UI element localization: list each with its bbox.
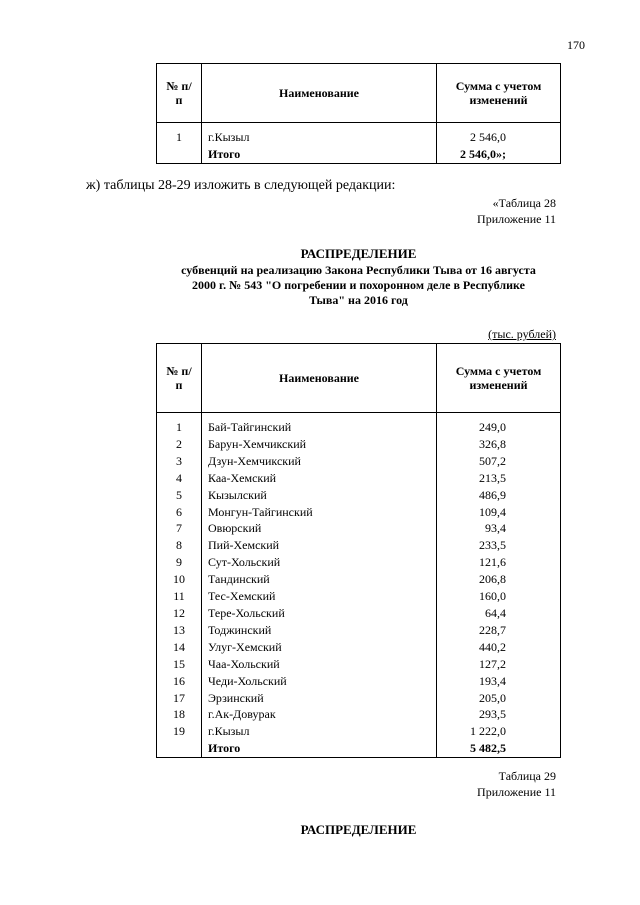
table-row [157, 453, 561, 470]
unit-label: (тыс. рублей) [488, 327, 556, 341]
table-row [157, 690, 561, 707]
row-num: 9 [157, 554, 202, 571]
table-row [157, 413, 561, 436]
table-row [157, 470, 561, 487]
header-num: № п/п [157, 64, 202, 123]
row-sum: 1 222,0 [437, 723, 561, 740]
table-29-number: Таблица 29 [498, 769, 556, 783]
row-num: 12 [157, 605, 202, 622]
row-num: 4 [157, 470, 202, 487]
table-row [157, 706, 561, 723]
row-num: 2 [157, 436, 202, 453]
table-row [157, 656, 561, 673]
table-row [157, 487, 561, 504]
row-num: 14 [157, 639, 202, 656]
table-row [157, 436, 561, 453]
total-num [157, 146, 202, 163]
total-label: Итого [202, 146, 437, 163]
row-name: Улуг-Хемский [202, 639, 437, 656]
row-num: 7 [157, 520, 202, 537]
row-name: г.Кызыл [202, 723, 437, 740]
row-num: 10 [157, 571, 202, 588]
row-name: Монгун-Тайгинский [202, 504, 437, 521]
row-sum: 121,6 [437, 554, 561, 571]
table-28-heading [156, 246, 561, 308]
row-sum: 193,4 [437, 673, 561, 690]
header-name: Наименование [202, 344, 437, 413]
table-row [157, 588, 561, 605]
heading-line-1: субвенций на реализацию Закона Республики Тыва от 16 августа [181, 263, 536, 277]
table-29-appendix: Приложение 11 [477, 785, 556, 799]
row-num: 6 [157, 504, 202, 521]
row-num: 15 [157, 656, 202, 673]
table-row [157, 605, 561, 622]
row-sum: 64,4 [437, 605, 561, 622]
table-row [157, 673, 561, 690]
row-sum: 228,7 [437, 622, 561, 639]
table-28-number: «Таблица 28 [492, 196, 556, 210]
total-sum: 5 482,5 [437, 740, 561, 757]
table-28-appendix: Приложение 11 [477, 212, 556, 226]
table-row [157, 520, 561, 537]
row-name: Овюрский [202, 520, 437, 537]
header-sum: Сумма с учетом изменений [437, 344, 561, 413]
table-row [157, 622, 561, 639]
table-total-row [157, 740, 561, 757]
header-name: Наименование [202, 64, 437, 123]
row-sum: 293,5 [437, 706, 561, 723]
row-num: 17 [157, 690, 202, 707]
table-29-caption [477, 768, 556, 800]
table-28-caption [477, 195, 556, 227]
row-sum: 507,2 [437, 453, 561, 470]
table-header-row [157, 64, 561, 123]
row-num: 5 [157, 487, 202, 504]
table-28 [156, 343, 561, 758]
row-name: Эрзинский [202, 690, 437, 707]
table-body [157, 123, 561, 164]
row-sum: 486,9 [437, 487, 561, 504]
table-row [157, 571, 561, 588]
table-row [157, 123, 561, 146]
row-name: Тандинский [202, 571, 437, 588]
row-name: г.Кызыл [202, 123, 437, 146]
row-name: Пий-Хемский [202, 537, 437, 554]
row-sum: 213,5 [437, 470, 561, 487]
table-previous-end [156, 63, 561, 164]
row-num: 1 [157, 413, 202, 436]
row-sum: 326,8 [437, 436, 561, 453]
row-num: 3 [157, 453, 202, 470]
header-sum: Сумма с учетом изменений [437, 64, 561, 123]
row-sum: 233,5 [437, 537, 561, 554]
row-num: 18 [157, 706, 202, 723]
row-name: Тоджинский [202, 622, 437, 639]
row-sum: 2 546,0 [437, 123, 561, 146]
row-num: 8 [157, 537, 202, 554]
row-name: Тес-Хемский [202, 588, 437, 605]
table-row [157, 504, 561, 521]
table-row [157, 723, 561, 740]
total-num [157, 740, 202, 757]
row-name: Каа-Хемский [202, 470, 437, 487]
row-name: Чеди-Хольский [202, 673, 437, 690]
row-name: Кызылский [202, 487, 437, 504]
row-name: Сут-Хольский [202, 554, 437, 571]
header-num: № п/п [157, 344, 202, 413]
table-row [157, 639, 561, 656]
row-name: г.Ак-Довурак [202, 706, 437, 723]
table-row [157, 554, 561, 571]
row-sum: 249,0 [437, 413, 561, 436]
row-sum: 206,8 [437, 571, 561, 588]
intro-text: ж) таблицы 28-29 изложить в следующей редакции: [86, 178, 396, 193]
row-sum: 109,4 [437, 504, 561, 521]
total-label: Итого [202, 740, 437, 757]
row-num: 19 [157, 723, 202, 740]
row-name: Дзун-Хемчикский [202, 453, 437, 470]
table-29-heading [156, 822, 561, 837]
row-num: 1 [157, 123, 202, 146]
row-name: Чаа-Хольский [202, 656, 437, 673]
row-sum: 205,0 [437, 690, 561, 707]
heading-line-3: Тыва" на 2016 год [309, 293, 408, 307]
table-total-row [157, 146, 561, 163]
row-num: 11 [157, 588, 202, 605]
heading-title: РАСПРЕДЕЛЕНИЕ [300, 246, 417, 261]
heading-title: РАСПРЕДЕЛЕНИЕ [300, 822, 417, 837]
total-sum: 2 546,0»; [437, 146, 561, 163]
row-sum: 127,2 [437, 656, 561, 673]
table-body [157, 413, 561, 758]
table-row [157, 537, 561, 554]
page-number: 170 [567, 38, 585, 52]
heading-line-2: 2000 г. № 543 "О погребении и похоронном деле в Республике [192, 278, 525, 292]
table-header-row [157, 344, 561, 413]
row-name: Тере-Хольский [202, 605, 437, 622]
row-sum: 440,2 [437, 639, 561, 656]
row-sum: 160,0 [437, 588, 561, 605]
row-num: 13 [157, 622, 202, 639]
row-sum: 93,4 [437, 520, 561, 537]
row-name: Барун-Хемчикский [202, 436, 437, 453]
row-num: 16 [157, 673, 202, 690]
row-name: Бай-Тайгинский [202, 413, 437, 436]
